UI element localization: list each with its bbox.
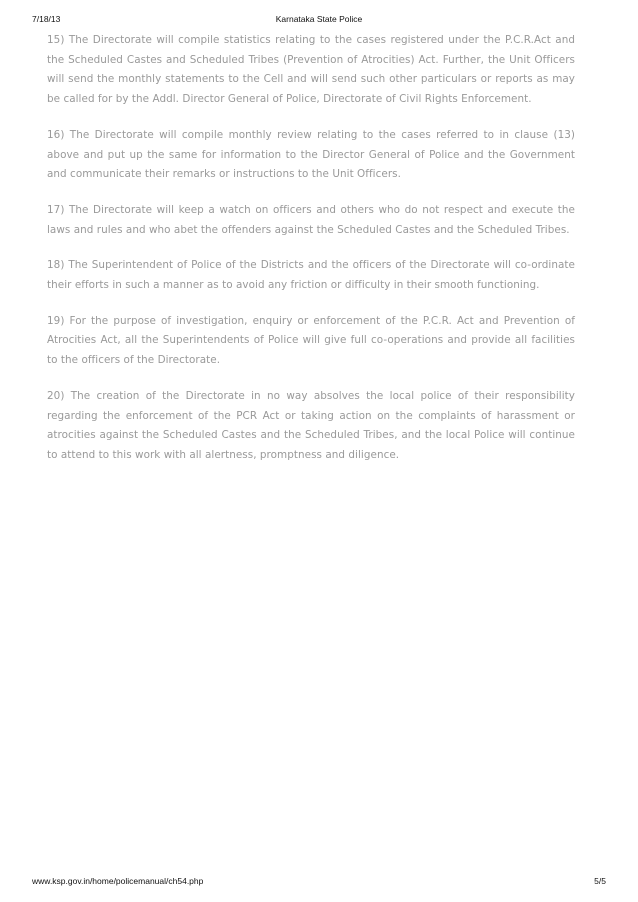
print-footer: [32, 876, 606, 888]
paragraph-18: 18) The Superintendent of Police of the Districts and the officers of the Directorate will co-ordinate their efforts in such a manner as to avoid any friction or difficulty in their smooth functioning.: [47, 259, 575, 292]
print-header: [32, 14, 606, 26]
paragraph-19: 19) For the purpose of investigation, enquiry or enforcement of the P.C.R. Act and Prevention of Atrocities Act, all the Superintendents of Police will give full co-operations and provide all facilities to the officers of the Directorate.: [47, 314, 575, 367]
document-body: [47, 31, 575, 482]
page-url: www.ksp.gov.in/home/policemanual/ch54.php: [32, 876, 204, 886]
print-date: 7/18/13: [32, 14, 61, 24]
paragraph-15: 15) The Directorate will compile statistics relating to the cases registered under the P.C.R.Act and the Scheduled Castes and Scheduled Tribes (Prevention of Atrocities) Act. Further, the Unit Officers will send the monthly statements to the Cell and will send such other particulars or reports as may be called for by the Addl. Director General of Police, Directorate of Civil Rights Enforcement.: [47, 34, 575, 106]
paragraph-16: 16) The Directorate will compile monthly review relating to the cases referred to in clause (13) above and put up the same for information to the Director General of Police and the Government and communicate their remarks or instructions to the Unit Officers.: [47, 128, 575, 181]
page-title: Karnataka State Police: [275, 14, 363, 24]
paragraph-17: 17) The Directorate will keep a watch on officers and others who do not respect and execute the laws and rules and who abet the offenders against the Scheduled Castes and the Scheduled Tribes.: [47, 203, 575, 236]
paragraph-20: 20) The creation of the Directorate in no way absolves the local police of their responsibility regarding the enforcement of the PCR Act or taking action on the complaints of harassment or atrocities against the Scheduled Castes and the Scheduled Tribes, and the local Police will continue to attend to this work with all alertness, promptness and diligence.: [47, 389, 575, 461]
page-number: 5/5: [594, 876, 606, 886]
